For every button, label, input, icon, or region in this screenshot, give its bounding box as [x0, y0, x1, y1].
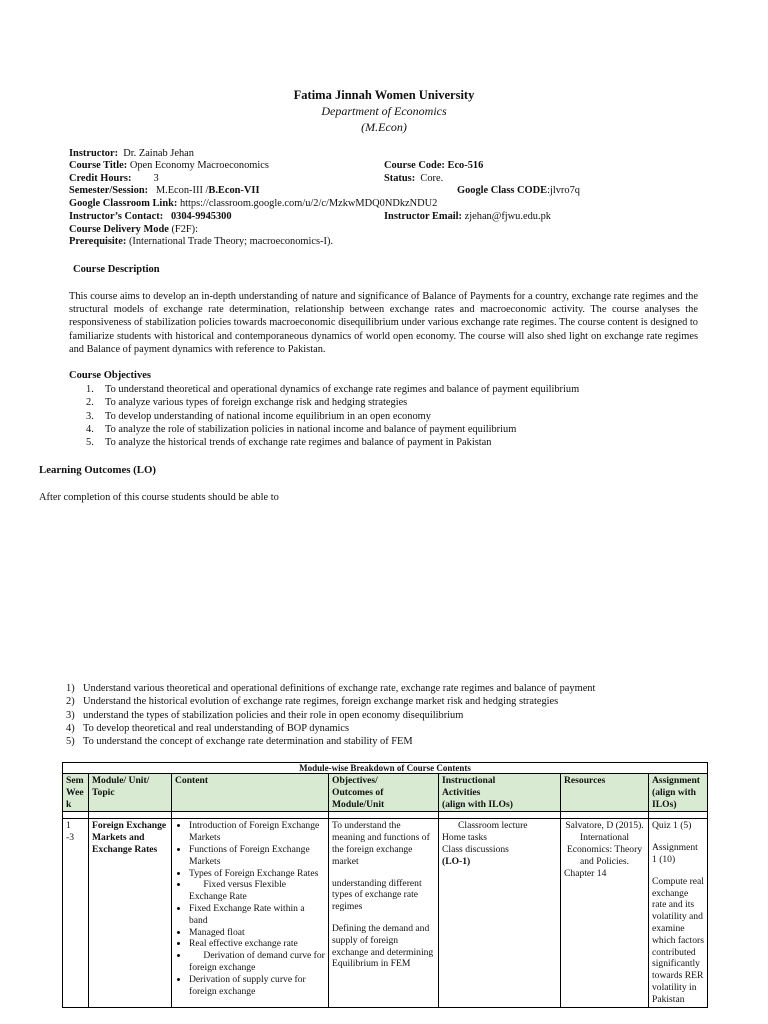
- header-activities: Instructional Activities (align with ILOs): [439, 774, 561, 812]
- delivery-mode-value: (F2F):: [171, 224, 199, 235]
- instructor-value: Dr. Zainab Jehan: [123, 148, 194, 159]
- outcome-item: 3) understand the types of stabilization policies and their role in open economy disequilibrium: [66, 709, 464, 721]
- classroom-link[interactable]: https://classroom.google.com/u/2/c/MzkwMDQ0NDkzNDU2: [179, 198, 438, 209]
- resource-text: Salvatore, D (2015).: [565, 820, 644, 832]
- course-code-line: [384, 160, 483, 173]
- email-value[interactable]: zjehan@fjwu.edu.pk: [464, 211, 551, 222]
- learning-outcomes-list: [66, 682, 595, 748]
- google-class-code-line: [457, 185, 580, 198]
- table-header-row: [63, 774, 708, 812]
- classroom-link-line: [69, 198, 437, 211]
- outcome-item: 1) Understand various theoretical and operational definitions of exchange rate, exchange rate regimes and balance of payment: [66, 683, 596, 694]
- outcome-item: 4) To develop theoretical and real understanding of BOP dynamics: [66, 722, 350, 734]
- header-assignment: Assignment (align with ILOs): [649, 774, 708, 812]
- status-value: Core.: [420, 173, 444, 184]
- header-module: Module/ Unit/ Topic: [89, 774, 172, 812]
- prerequisite-label: Prerequisite:: [69, 236, 127, 247]
- department-name: Department of Economics: [321, 104, 447, 118]
- objectives-cell: [329, 819, 439, 1007]
- email-label: Instructor Email:: [384, 211, 463, 222]
- header-week: Sem Wee k: [63, 774, 89, 812]
- credit-hours-value: 3: [153, 173, 159, 184]
- content-item: • Real effective exchange rate: [189, 938, 325, 950]
- objective-item: 4. To analyze the role of stabilization policies in national income and balance of payment equilibrium: [86, 423, 517, 435]
- objective-item: 1. To understand theoretical and operational dynamics of exchange rate regimes and balance of payment equilibrium: [86, 384, 580, 395]
- content-cell: [172, 819, 329, 1007]
- credit-hours-line: [69, 173, 159, 186]
- table-spacer-row: [63, 812, 708, 819]
- status-label: Status:: [384, 173, 416, 184]
- instructor-label: Instructor:: [69, 148, 119, 159]
- university-name: Fatima Jinnah Women University: [293, 88, 475, 102]
- classroom-link-label: Google Classroom Link:: [69, 198, 178, 209]
- activity-text: Class discussions: [442, 843, 509, 855]
- google-class-code-value: :jlvro7q: [547, 185, 580, 196]
- objective-item: 5. To analyze the historical trends of exchange rate regimes and balance of payment in Pakistan: [86, 437, 492, 449]
- content-item: • Managed float: [189, 927, 325, 939]
- prerequisite-line: [69, 236, 333, 249]
- assignment-text: Compute real exchange rate and its volatility and examine which factors contributed significantly towards RER volatility in Pakistan: [652, 875, 704, 1005]
- objective-item: 2. To analyze various types of foreign exchange risk and hedging strategies: [86, 397, 408, 409]
- credit-hours-label: Credit Hours:: [69, 173, 132, 184]
- email-line: [384, 211, 551, 224]
- table-row: [63, 819, 708, 1007]
- content-item: • Introduction of Foreign Exchange Markets: [189, 820, 325, 844]
- resource-text: Chapter 14: [564, 867, 607, 879]
- assignment-cell: [649, 819, 708, 1007]
- objective-text: Defining the demand and supply of foreign exchange and determining Equilibrium in FEM: [332, 922, 434, 970]
- program-name: (M.Econ): [361, 120, 407, 134]
- semester-label: Semester/Session:: [69, 185, 149, 196]
- course-description-text: This course aims to develop an in-depth understanding of nature and significance of Balance of Payments for a country, exchange rate regimes and the structural models of exchange rate determination, relationship between exchange rates and macroeconomic activity. The course analyses the responsiveness of stabilization policies towards macroeconomic disequilibrium under various exchange rate regimes. The course content is designed to familiarize students with historical and contemporaneous dynamics of world open economy. The course will also shed light on exchange rate regimes and Balance of payment dynamics with reference to Pakistan.: [69, 291, 698, 355]
- delivery-mode-label: Course Delivery Mode: [69, 224, 169, 235]
- outcome-item: 2) Understand the historical evolution of exchange rate regimes, foreign exchange market risk and hedging strategies: [66, 696, 559, 708]
- activity-text: Classroom lecture: [458, 820, 528, 832]
- contact-label: Instructor’s Contact:: [69, 211, 164, 222]
- course-objectives-heading: Course Objectives: [69, 370, 151, 381]
- objective-item: 3. To develop understanding of national income equilibrium in an open economy: [86, 410, 431, 422]
- course-title-value: Open Economy Macroeconomics: [129, 160, 269, 171]
- content-item: • Functions of Foreign Exchange Markets: [189, 844, 325, 868]
- course-objectives-list: [86, 383, 579, 449]
- learning-outcomes-heading: Learning Outcomes (LO): [39, 464, 156, 476]
- activity-lo-tag: (LO-1): [442, 855, 471, 867]
- prerequisite-value: (International Trade Theory; macroeconomics-I).: [128, 236, 334, 247]
- content-item: • Derivation of demand curve for foreign exchange: [189, 950, 325, 974]
- google-class-code-label: Google Class CODE: [457, 185, 548, 196]
- course-title-line: [69, 160, 269, 173]
- content-item: • Derivation of supply curve for foreign exchange: [189, 974, 325, 998]
- module-cell: Foreign Exchange Markets and Exchange Rates: [89, 819, 172, 1007]
- table-title-row: [63, 763, 708, 774]
- instructor-line: [69, 148, 194, 161]
- content-item: • Fixed versus Flexible Exchange Rate: [189, 879, 325, 903]
- module-breakdown-table: [62, 762, 708, 1008]
- table-title: Module-wise Breakdown of Course Contents: [63, 763, 708, 774]
- content-item: • Fixed Exchange Rate within a band: [189, 903, 325, 927]
- learning-outcomes-intro: After completion of this course students should be able to: [39, 492, 279, 503]
- semester-value-a: M.Econ-III /: [155, 185, 209, 196]
- outcome-item: 5) To understand the concept of exchange rate determination and stability of FEM: [66, 736, 413, 748]
- semester-value-b: B.Econ-VII: [208, 185, 260, 196]
- assignment-text: Assignment 1 (10): [652, 842, 698, 865]
- contact-line: [69, 211, 232, 224]
- content-list: [175, 820, 328, 997]
- delivery-mode-line: [69, 224, 198, 237]
- course-code-value: Eco-516: [447, 160, 484, 171]
- activities-cell: [439, 819, 561, 1007]
- activity-text: Home tasks: [442, 832, 488, 844]
- course-title-label: Course Title:: [69, 160, 128, 171]
- objective-text: To understand the meaning and functions of the foreign exchange market: [332, 820, 430, 867]
- course-code-label: Course Code:: [384, 160, 445, 171]
- week-cell: 1 -3: [63, 819, 89, 1007]
- course-description-heading: Course Description: [73, 264, 160, 275]
- semester-line: [69, 185, 260, 198]
- header-objectives: Objectives/ Outcomes of Module/Unit: [329, 774, 439, 812]
- header-content: Content: [172, 774, 329, 812]
- resources-cell: [561, 819, 649, 1007]
- contact-value: 0304-9945300: [170, 211, 232, 222]
- content-item: • Types of Foreign Exchange Rates: [189, 868, 325, 880]
- resource-text: International Economics: Theory and Policies.: [566, 832, 643, 867]
- assignment-text: Quiz 1 (5): [652, 820, 692, 832]
- header-resources: Resources: [561, 774, 649, 812]
- objective-text: understanding different types of exchange rate regimes: [332, 877, 422, 913]
- status-line: [384, 173, 443, 186]
